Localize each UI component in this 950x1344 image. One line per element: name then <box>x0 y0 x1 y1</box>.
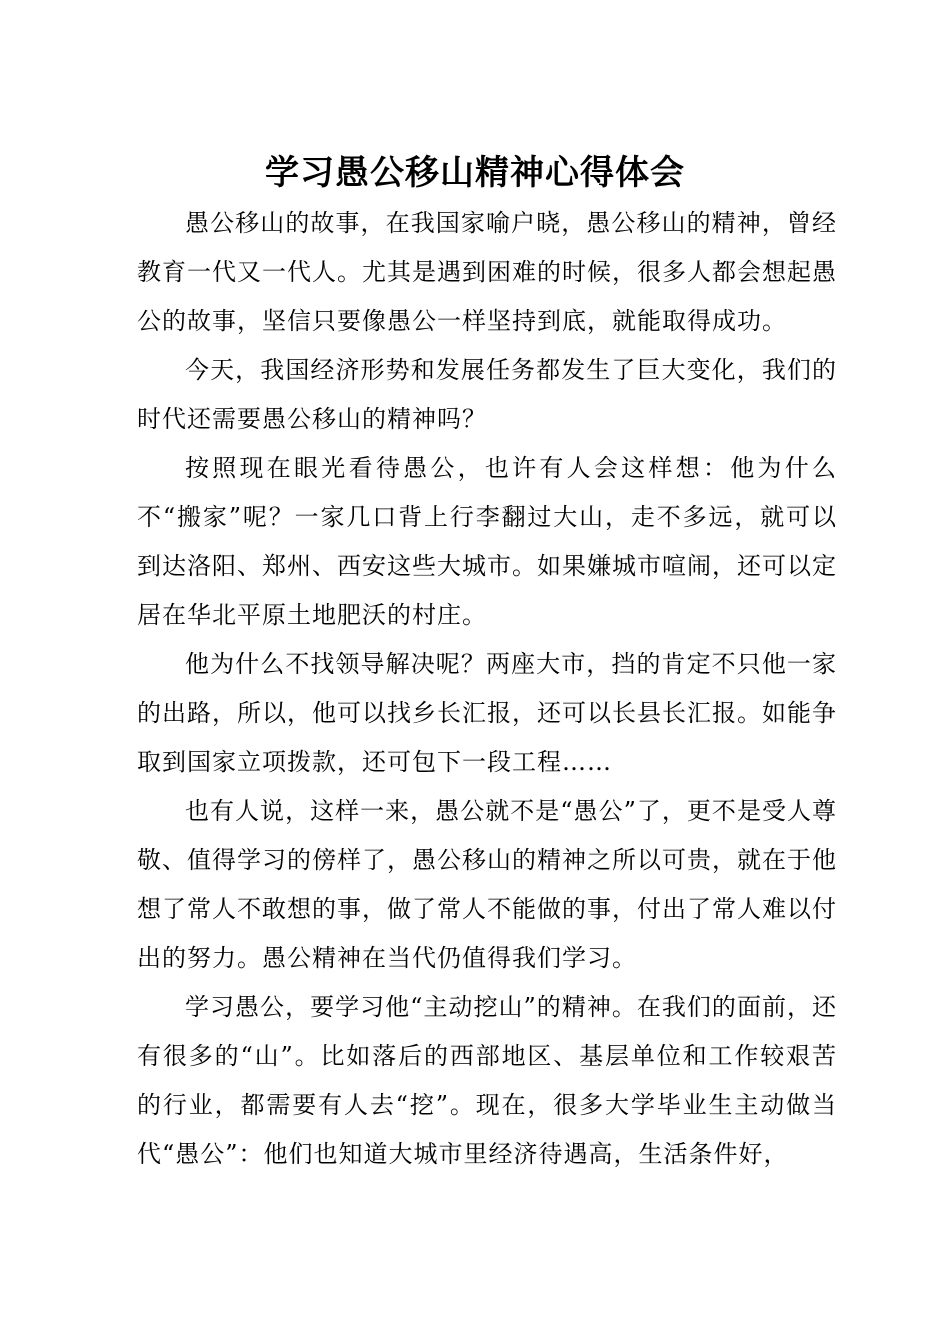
paragraph: 学习愚公，要学习他“主动挖山”的精神。在我们的面前，还有很多的“山”。比如落后的西部地区、基层单位和工作较艰苦的行业，都需要有人去“挖”。现在，很多大学毕业生主动做当代“愚公”：他们也知道大城市里经济待遇高，生活条件好， <box>137 993 837 1168</box>
paragraph: 也有人说，这样一来，愚公就不是“愚公”了，更不是受人尊敬、值得学习的傍样了，愚公移山的精神之所以可贵，就在于他想了常人不敢想的事，做了常人不能做的事，付出了常人难以付出的努力。愚公精神在当代仍值得我们学习。 <box>137 797 837 972</box>
document-body <box>137 199 837 1179</box>
document-title: 学习愚公移山精神心得体会 <box>265 153 685 193</box>
paragraph: 他为什么不找领导解决呢？两座大市，挡的肯定不只他一家的出路，所以，他可以找乡长汇报，还可以长县长汇报。如能争取到国家立项拨款，还可包下一段工程…… <box>137 650 837 776</box>
paragraph: 愚公移山的故事，在我国家喻户晓，愚公移山的精神，曾经教育一代又一代人。尤其是遇到困难的时候，很多人都会想起愚公的故事，坚信只要像愚公一样坚持到底，就能取得成功。 <box>137 209 837 335</box>
paragraph: 按照现在眼光看待愚公，也许有人会这样想：他为什么不“搬家”呢？一家几口背上行李翻过大山，走不多远，就可以到达洛阳、郑州、西安这些大城市。如果嫌城市喧闹，还可以定居在华北平原土地肥沃的村庄。 <box>137 454 837 629</box>
paragraph: 今天，我国经济形势和发展任务都发生了巨大变化，我们的时代还需要愚公移山的精神吗？ <box>137 356 837 433</box>
